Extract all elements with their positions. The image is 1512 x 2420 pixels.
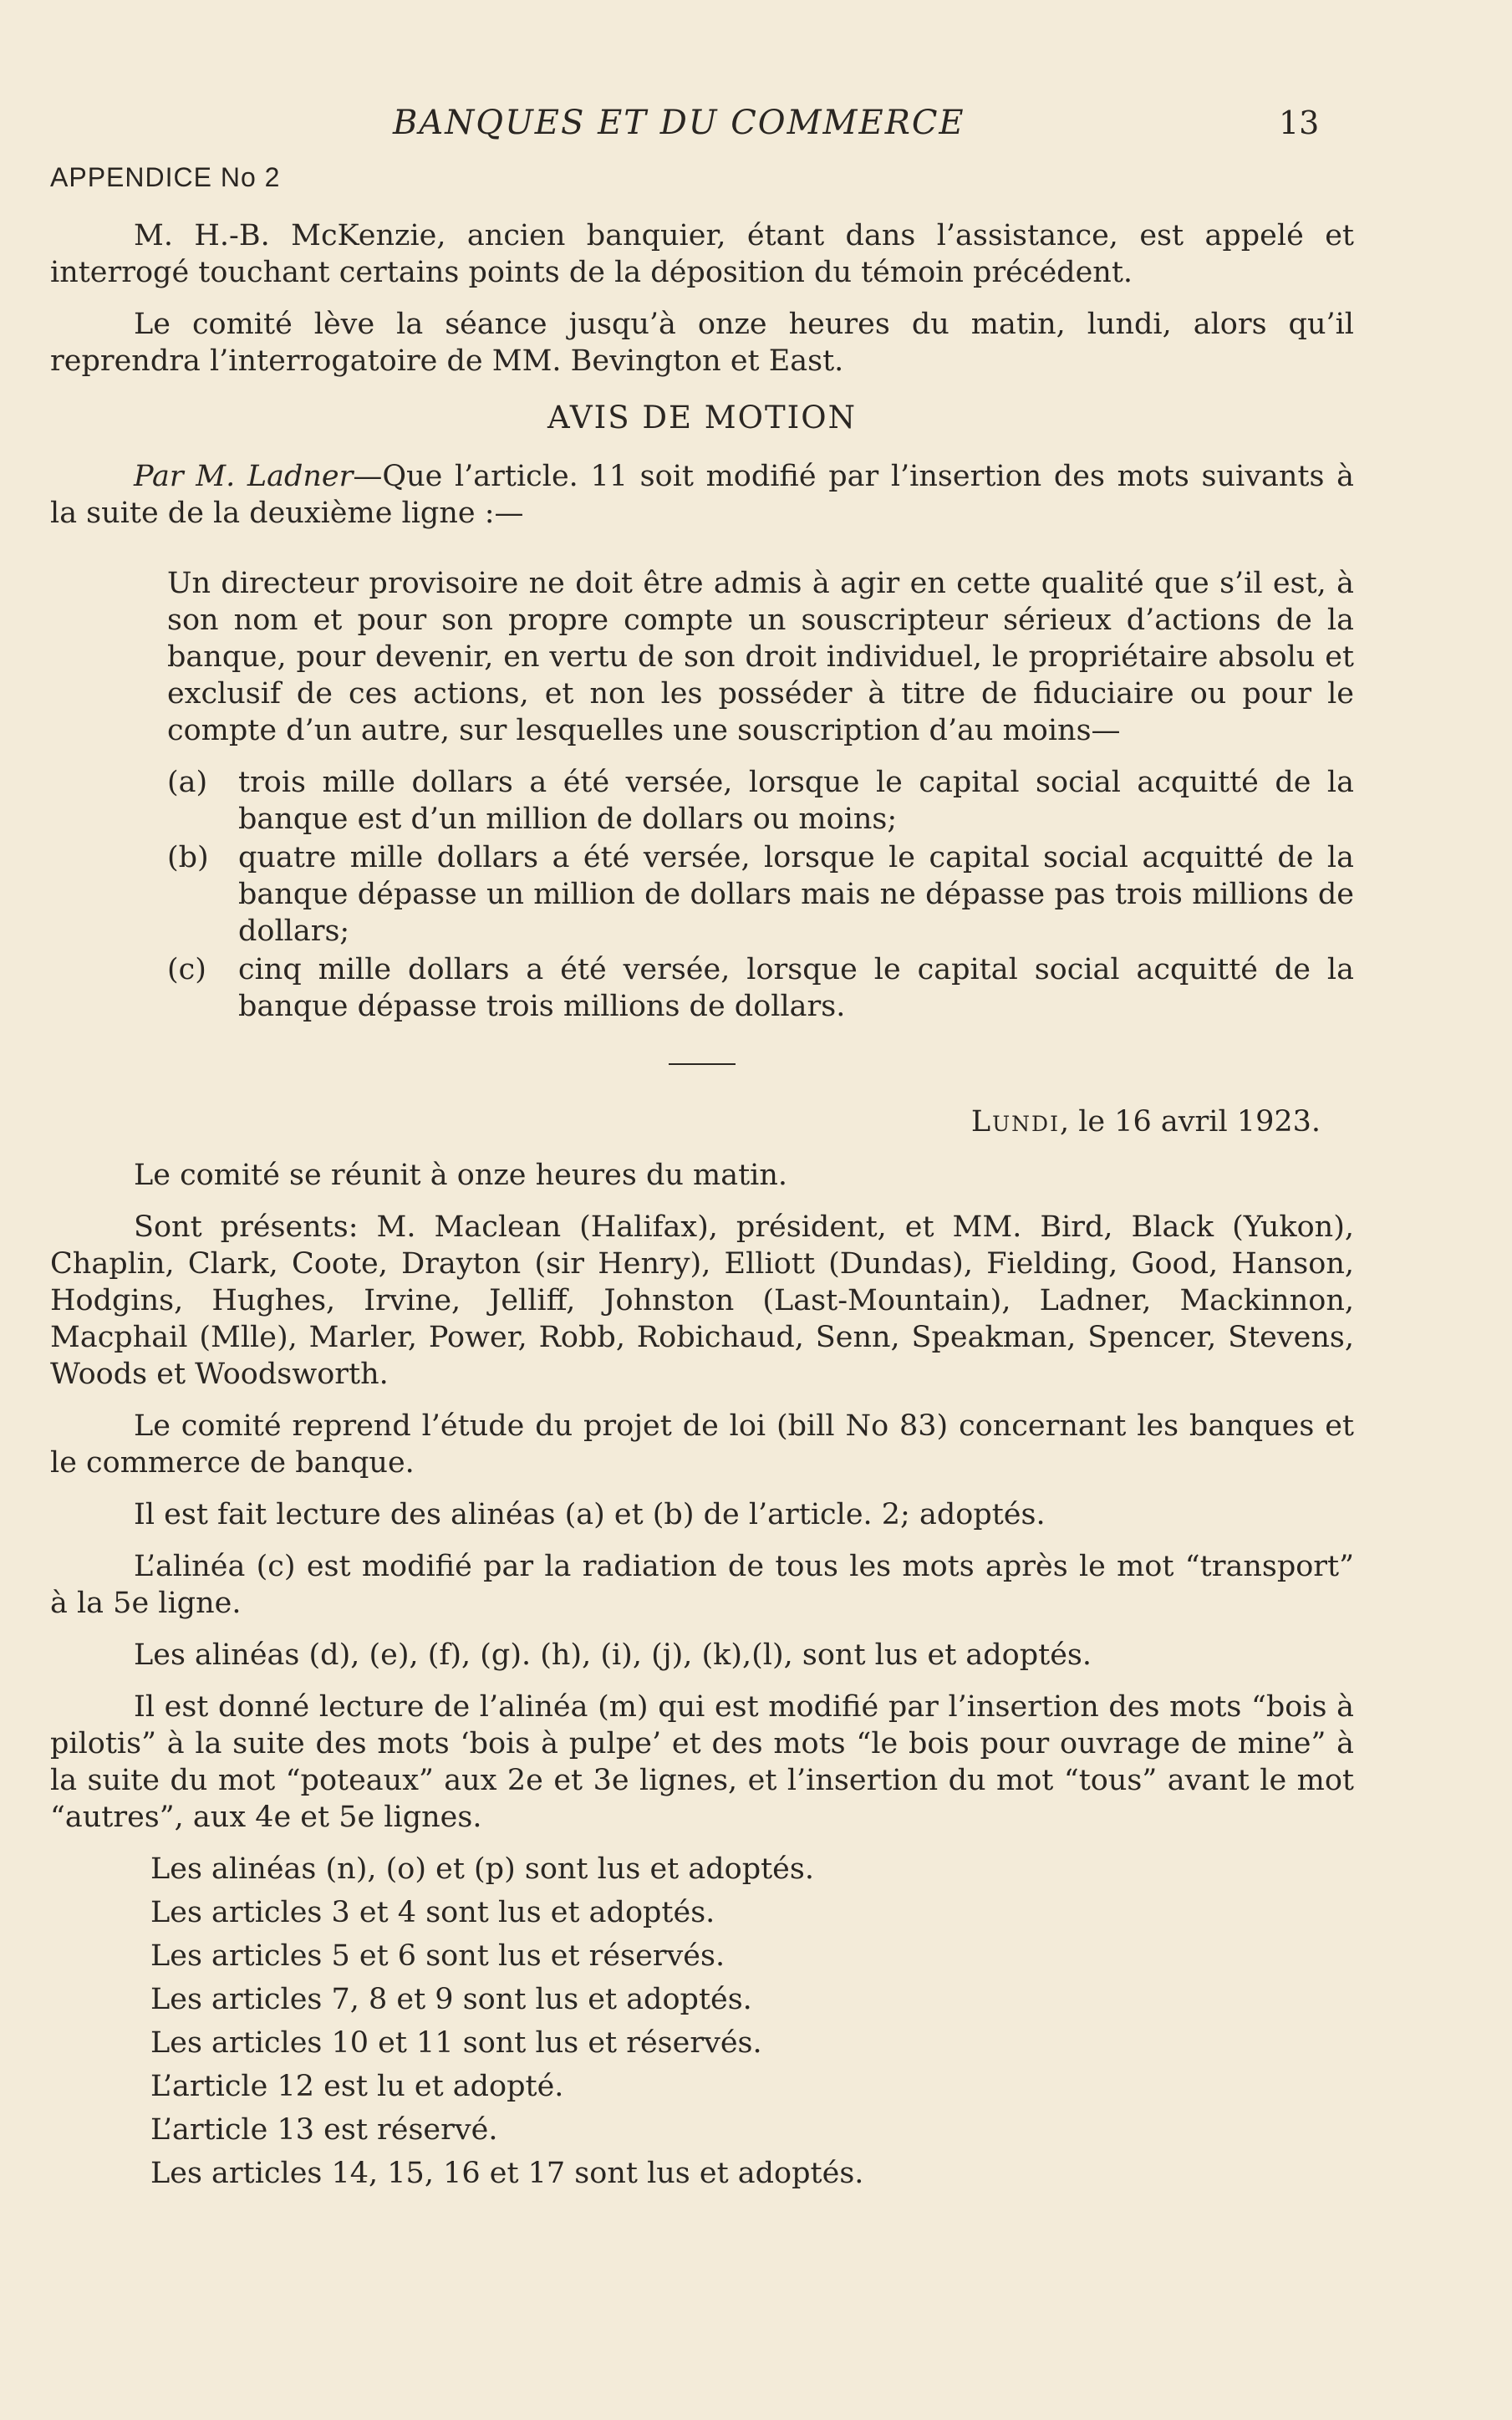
list-item-text: est lu et adopté. xyxy=(314,2070,564,2103)
paragraph: Il est fait lecture des alinéas (a) et (b) de l’article. 2; adoptés. xyxy=(134,1498,1046,1531)
paragraph: Il est donné lecture de l’alinéa (m) qui est modifié par l’insertion des mots “bois à pilotis” à la suite des mots ‘bois à pulpe’ et des mots “le bois pour ouvrage de mine” à la suite du mot “poteaux” aux 2e et 3e lignes, et l’insertion du mot “tous” avant le mot “autres”, aux 4e et 5e lignes. xyxy=(50,1690,1354,1834)
list-item-text: sont lus et adoptés. xyxy=(416,1896,715,1929)
date-day: Lundi xyxy=(970,1105,1060,1139)
sub-item-list xyxy=(167,764,1354,1025)
paragraph: M. H.-B. McKenzie, ancien banquier, étant dans l’assistance, est appelé et interrogé touchant certains points de la déposition du témoin précédent. xyxy=(50,219,1354,289)
sub-item-label: (a) xyxy=(167,766,208,799)
section-heading: AVIS DE MOTION xyxy=(547,400,857,436)
list-item xyxy=(150,1851,1354,1888)
document-page xyxy=(50,100,1354,2198)
paragraph: Les alinéas (d), (e), (f), (g). (h), (i), (j), (k),(l), sont lus et adoptés. xyxy=(134,1638,1092,1672)
list-item-text: est réservé. xyxy=(314,2113,498,2147)
sub-item xyxy=(167,839,1354,950)
sub-item-text: cinq mille dollars a été versée, lorsque le capital social acquitté de la banque dépasse trois millions de dollars. xyxy=(238,953,1354,1023)
list-item-label: Les articles 3 et 4 xyxy=(150,1896,417,1929)
date-line xyxy=(50,1103,1321,1140)
sub-item-label: (b) xyxy=(167,841,209,874)
motion-paragraph xyxy=(50,458,1354,532)
list-item-text: sont lus et adoptés. xyxy=(453,1983,752,2016)
list-item-label: Les alinéas (n), (o) et (p) xyxy=(150,1852,516,1886)
running-title: BANQUES ET DU COMMERCE xyxy=(393,104,965,142)
paragraph: Le comité se réunit à onze heures du matin. xyxy=(134,1159,788,1192)
list-item xyxy=(150,2112,1354,2148)
sub-item-label: (c) xyxy=(167,953,206,986)
motion-text: —Que l’article. 11 soit modifié par l’insertion des mots suivants à la suite de la deuxième ligne :— xyxy=(50,460,1354,530)
sub-item-text: trois mille dollars a été versée, lorsque le capital social acquitté de la banque est d’un million de dollars ou moins; xyxy=(238,766,1354,836)
list-item-label: Les articles 10 et 11 xyxy=(150,2026,454,2060)
list-item-label: Les articles 5 et 6 xyxy=(150,1939,417,1973)
sub-item-text: quatre mille dollars a été versée, lorsque le capital social acquitté de la banque dépasse un million de dollars mais ne dépasse pas trois millions de dollars; xyxy=(238,841,1354,948)
list-item-label: Les articles 14, 15, 16 et 17 xyxy=(150,2157,566,2190)
list-item xyxy=(150,2025,1354,2061)
page-number: 13 xyxy=(1279,104,1320,141)
motion-quote: Un directeur provisoire ne doit être admis à agir en cette qualité que s’il est, à son nom et pour son propre compte un souscripteur sérieux d’actions de la banque, pour devenir, en vertu de son droit individuel, le propriétaire absolu et exclusif de ces actions, et non les posséder à titre de fiduciaire ou pour le compte d’un autre, sur lesquelles une souscription d’au moins— xyxy=(167,567,1354,747)
list-item xyxy=(150,1894,1354,1931)
list-item-text: sont lus et réservés. xyxy=(453,2026,762,2060)
articles-list xyxy=(150,1851,1354,2192)
paragraph: L’alinéa (c) est modifié par la radiation de tous les mots après le mot “transport” à la 5e ligne. xyxy=(50,1550,1354,1620)
attendance-paragraph: Sont présents: M. Maclean (Halifax), président, et MM. Bird, Black (Yukon), Chaplin, Clark, Coote, Drayton (sir Henry), Elliott (Dundas), Fielding, Good, Hanson, Hodgins, Hughes, Irvine, Jelliff, Johnston (Last-Mountain), Ladner, Mackinnon, Macphail (Mlle), Marler, Power, Robb, Robichaud, Senn, Speakman, Spencer, Stevens, Woods et Woodsworth. xyxy=(50,1210,1354,1391)
list-item-text: sont lus et adoptés. xyxy=(515,1852,814,1886)
sub-item xyxy=(167,951,1354,1025)
page-header xyxy=(50,100,1354,159)
list-item xyxy=(150,2068,1354,2105)
paragraph: Le comité lève la séance jusqu’à onze heures du matin, lundi, alors qu’il reprendra l’interrogatoire de MM. Bevington et East. xyxy=(50,308,1354,378)
list-item-text: sont lus et réservés. xyxy=(416,1939,725,1973)
date-rest: , le 16 avril 1923. xyxy=(1059,1105,1321,1139)
paragraph: Le comité reprend l’étude du projet de loi (bill No 83) concernant les banques et le commerce de banque. xyxy=(50,1409,1354,1480)
list-item-label: L’article 12 xyxy=(150,2070,315,2103)
sub-item xyxy=(167,764,1354,838)
appendix-label: APPENDICE No 2 xyxy=(50,162,281,192)
motion-author: Par M. Ladner xyxy=(134,460,354,493)
list-item-text: sont lus et adoptés. xyxy=(565,2157,864,2190)
list-item xyxy=(150,1938,1354,1974)
list-item xyxy=(150,1981,1354,2018)
separator-rule xyxy=(669,1063,736,1065)
list-item xyxy=(150,2155,1354,2192)
list-item-label: Les articles 7, 8 et 9 xyxy=(150,1983,454,2016)
list-item-label: L’article 13 xyxy=(150,2113,315,2147)
